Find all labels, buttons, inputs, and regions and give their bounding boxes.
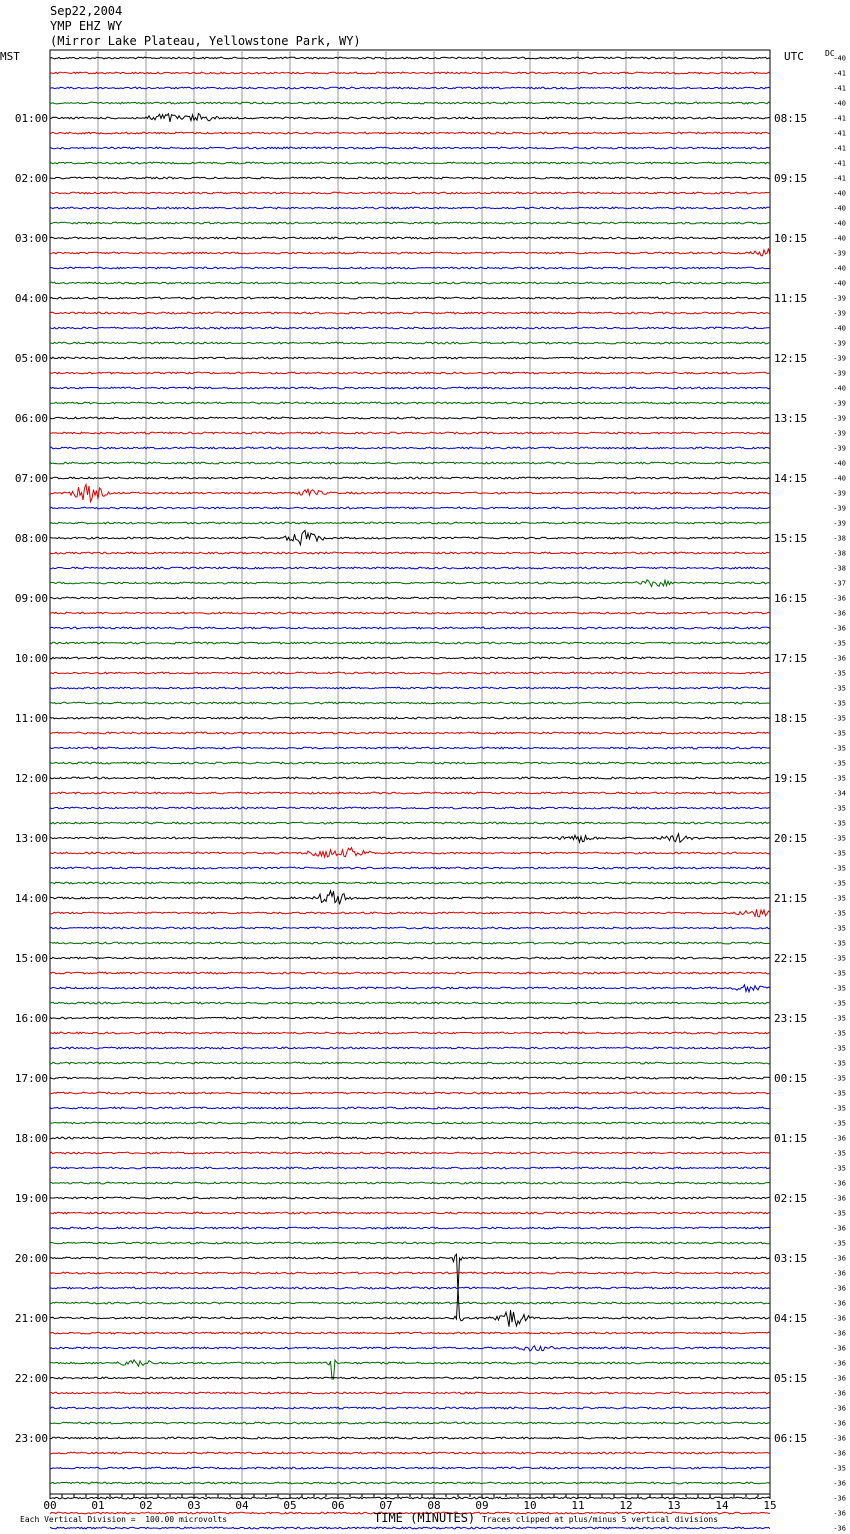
- dc-offset-label: -36: [833, 1524, 846, 1533]
- utc-hour-label: 17:15: [774, 652, 808, 665]
- seismic-trace: [50, 342, 770, 344]
- mst-hour-label: 13:00: [14, 832, 48, 845]
- seismic-trace: [50, 792, 770, 794]
- dc-offset-label: -40: [833, 234, 846, 243]
- seismic-trace: [50, 1227, 770, 1229]
- seismic-trace: [50, 807, 770, 809]
- dc-offset-label: -36: [833, 1449, 846, 1458]
- dc-offset-label: -35: [833, 684, 846, 693]
- dc-offset-label: -36: [833, 1254, 846, 1263]
- seismic-trace: [50, 985, 770, 992]
- dc-offset-label: -35: [833, 1074, 846, 1083]
- x-tick-label: 12: [619, 1499, 633, 1512]
- mst-hour-label: 22:00: [14, 1372, 48, 1385]
- seismic-trace: [50, 1272, 770, 1274]
- dc-offset-label: -36: [833, 1224, 846, 1233]
- seismic-trace: [50, 927, 770, 929]
- seismic-trace: [50, 909, 770, 916]
- mst-hour-label: 19:00: [14, 1192, 48, 1205]
- dc-offset-label: -40: [833, 219, 846, 228]
- dc-offset-label: -35: [833, 909, 846, 918]
- dc-offset-label: -36: [833, 1329, 846, 1338]
- seismic-trace: [50, 747, 770, 749]
- seismic-trace: [50, 1122, 770, 1124]
- seismic-trace: [50, 1346, 770, 1351]
- seismic-trace: [50, 1107, 770, 1109]
- seismic-trace: [50, 1092, 770, 1094]
- dc-offset-label: -35: [833, 1119, 846, 1128]
- seismic-trace: [50, 327, 770, 329]
- dc-offset-label: -35: [833, 1464, 846, 1473]
- dc-offset-label: -36: [833, 1494, 846, 1503]
- utc-hour-label: 08:15: [774, 112, 808, 125]
- dc-offset-label: -35: [833, 1089, 846, 1098]
- dc-offset-label: -35: [833, 969, 846, 978]
- seismic-trace: [50, 597, 770, 599]
- x-tick-label: 10: [523, 1499, 537, 1512]
- seismic-trace: [50, 1242, 770, 1244]
- dc-offset-label: -40: [833, 204, 846, 213]
- dc-offset-label: -39: [833, 294, 846, 303]
- dc-offset-label: -41: [833, 84, 846, 93]
- dc-offset-label: -36: [833, 594, 846, 603]
- dc-offset-label: -39: [833, 489, 846, 498]
- dc-offset-label: -35: [833, 834, 846, 843]
- utc-hour-label: 06:15: [774, 1432, 808, 1445]
- dc-offset-label: -35: [833, 1029, 846, 1038]
- x-tick-label: 06: [331, 1499, 345, 1512]
- x-axis-title: TIME (MINUTES): [374, 1511, 476, 1525]
- seismic-trace: [50, 237, 770, 239]
- dc-offset-label: -39: [833, 399, 846, 408]
- seismic-trace: [50, 1422, 770, 1424]
- seismic-trace: [50, 1017, 770, 1019]
- seismic-trace: [50, 387, 770, 389]
- seismic-trace: [50, 87, 770, 89]
- dc-offset-label: -36: [833, 1284, 846, 1293]
- dc-offset-label: -35: [833, 894, 846, 903]
- seismic-trace: [50, 114, 770, 122]
- mst-hour-label: 16:00: [14, 1012, 48, 1025]
- seismic-trace: [50, 207, 770, 209]
- seismic-trace: [50, 1002, 770, 1004]
- dc-offset-label: -39: [833, 369, 846, 378]
- seismic-trace: [50, 891, 770, 905]
- dc-offset-label: -40: [833, 99, 846, 108]
- dc-offset-label: -35: [833, 804, 846, 813]
- utc-hour-label: 16:15: [774, 592, 808, 605]
- dc-offset-label: -36: [833, 654, 846, 663]
- seismic-trace: [50, 1062, 770, 1064]
- dc-offset-label: -39: [833, 504, 846, 513]
- dc-offset-label: -39: [833, 309, 846, 318]
- seismic-trace: [50, 192, 770, 194]
- mst-hour-label: 20:00: [14, 1252, 48, 1265]
- seismic-trace: [50, 297, 770, 299]
- dc-offset-label: -38: [833, 549, 846, 558]
- seismic-trace: [50, 1302, 770, 1304]
- seismic-trace: [50, 687, 770, 689]
- seismic-trace: [50, 72, 770, 74]
- dc-offset-label: -36: [833, 1374, 846, 1383]
- dc-offset-label: -35: [833, 819, 846, 828]
- seismic-trace: [50, 222, 770, 224]
- dc-offset-label: -35: [833, 1044, 846, 1053]
- seismic-trace: [50, 1077, 770, 1079]
- seismic-trace: [50, 267, 770, 269]
- utc-hour-label: 01:15: [774, 1132, 808, 1145]
- dc-offset-label: -35: [833, 1104, 846, 1113]
- utc-hour-label: 04:15: [774, 1312, 808, 1325]
- dc-offset-label: -35: [833, 924, 846, 933]
- seismic-trace: [50, 1452, 770, 1454]
- dc-offset-label: -36: [833, 609, 846, 618]
- clip-note: Traces clipped at plus/minus 5 vertical divisions: [482, 1515, 719, 1524]
- dc-offset-label: -35: [833, 1209, 846, 1218]
- seismic-trace: [50, 882, 770, 884]
- seismic-trace: [50, 57, 770, 59]
- dc-offset-label: -35: [833, 879, 846, 888]
- mst-hour-label: 01:00: [14, 112, 48, 125]
- dc-offset-label: -35: [833, 939, 846, 948]
- seismic-trace: [50, 717, 770, 719]
- dc-offset-label: -39: [833, 519, 846, 528]
- seismic-trace: [50, 777, 770, 779]
- seismic-trace: [50, 1437, 770, 1439]
- utc-hour-label: 09:15: [774, 172, 808, 185]
- dc-offset-label: -41: [833, 69, 846, 78]
- seismic-trace: [50, 732, 770, 734]
- x-tick-label: 13: [667, 1499, 681, 1512]
- seismic-trace: [50, 1392, 770, 1394]
- dc-offset-label: -35: [833, 864, 846, 873]
- chart-labels: [15, 55, 846, 1534]
- dc-offset-label: -38: [833, 564, 846, 573]
- dc-offset-label: -36: [833, 1419, 846, 1428]
- seismic-trace: [50, 1482, 770, 1484]
- scale-note: Each Vertical Division = 100.00 microvolts: [20, 1515, 228, 1524]
- dc-offset-label: -36: [833, 1179, 846, 1188]
- seismic-trace: [50, 507, 770, 509]
- utc-hour-label: 20:15: [774, 832, 808, 845]
- utc-axis-label: UTC: [784, 50, 804, 63]
- seismic-trace: [50, 432, 770, 434]
- utc-hour-label: 14:15: [774, 472, 808, 485]
- header-station: YMP EHZ WY: [50, 19, 123, 33]
- seismic-trace: [50, 848, 770, 858]
- dc-offset-label: -40: [833, 324, 846, 333]
- seismic-trace: [50, 312, 770, 314]
- dc-offset-label: -40: [833, 474, 846, 483]
- dc-offset-label: -35: [833, 729, 846, 738]
- seismic-trace: [50, 672, 770, 674]
- header-location: (Mirror Lake Plateau, Yellowstone Park, WY): [50, 34, 361, 48]
- x-tick-label: 01: [91, 1499, 105, 1512]
- dc-offset-label: -40: [833, 189, 846, 198]
- x-tick-label: 05: [283, 1499, 297, 1512]
- dc-offset-label: -35: [833, 759, 846, 768]
- utc-hour-label: 02:15: [774, 1192, 808, 1205]
- mst-hour-label: 04:00: [14, 292, 48, 305]
- seismic-trace: [50, 177, 770, 179]
- mst-hour-label: 07:00: [14, 472, 48, 485]
- dc-offset-label: -41: [833, 174, 846, 183]
- dc-offset-label: -35: [833, 774, 846, 783]
- dc-offset-label: -35: [833, 1149, 846, 1158]
- dc-offset-label: -41: [833, 144, 846, 153]
- seismic-trace: [50, 834, 770, 843]
- seismic-trace: [50, 957, 770, 959]
- seismic-trace: [50, 477, 770, 479]
- seismic-trace: [50, 942, 770, 944]
- seismic-trace: [50, 1047, 770, 1049]
- dc-offset-label: -36: [833, 1509, 846, 1518]
- chart-traces: [50, 57, 770, 1534]
- utc-hour-label: 12:15: [774, 352, 808, 365]
- utc-hour-label: 19:15: [774, 772, 808, 785]
- seismic-trace: [50, 552, 770, 554]
- seismic-trace: [50, 642, 770, 644]
- seismic-trace: [50, 612, 770, 614]
- dc-offset-label: -41: [833, 114, 846, 123]
- dc-offset-label: -36: [833, 1479, 846, 1488]
- utc-hour-label: 21:15: [774, 892, 808, 905]
- dc-offset-label: -40: [833, 459, 846, 468]
- seismic-trace: [50, 417, 770, 419]
- x-tick-label: 15: [763, 1499, 777, 1512]
- seismic-trace: [50, 1497, 770, 1499]
- mst-hour-label: 05:00: [14, 352, 48, 365]
- dc-offset-label: -35: [833, 999, 846, 1008]
- dc-offset-label: -40: [833, 384, 846, 393]
- seismic-trace: [50, 372, 770, 374]
- dc-offset-label: -36: [833, 1359, 846, 1368]
- dc-offset-label: -35: [833, 954, 846, 963]
- utc-hour-label: 10:15: [774, 232, 808, 245]
- mst-axis-label: MST: [0, 50, 20, 63]
- dc-offset-label: -35: [833, 849, 846, 858]
- x-tick-label: 04: [235, 1499, 249, 1512]
- seismic-trace: [50, 1152, 770, 1154]
- mst-hour-label: 10:00: [14, 652, 48, 665]
- seismic-trace: [50, 1360, 770, 1379]
- dc-offset-label: -35: [833, 714, 846, 723]
- seismic-trace: [50, 1467, 770, 1469]
- dc-offset-label: -39: [833, 249, 846, 258]
- seismic-trace: [50, 102, 770, 104]
- dc-label: DC: [825, 49, 835, 58]
- dc-offset-label: -36: [833, 624, 846, 633]
- seismic-trace: [50, 567, 770, 569]
- dc-offset-label: -36: [833, 1434, 846, 1443]
- dc-offset-label: -35: [833, 1164, 846, 1173]
- dc-offset-label: -40: [833, 54, 846, 63]
- dc-offset-label: -39: [833, 339, 846, 348]
- seismic-trace: [50, 1377, 770, 1379]
- seismic-trace: [50, 282, 770, 284]
- mst-hour-label: 03:00: [14, 232, 48, 245]
- mst-hour-label: 17:00: [14, 1072, 48, 1085]
- seismic-trace: [50, 702, 770, 704]
- seismic-trace: [50, 822, 770, 824]
- dc-offset-label: -36: [833, 1404, 846, 1413]
- dc-offset-label: -41: [833, 159, 846, 168]
- seismic-trace: [50, 762, 770, 764]
- seismic-trace: [50, 1527, 770, 1529]
- dc-offset-label: -34: [833, 789, 846, 798]
- seismic-trace: [50, 867, 770, 869]
- mst-hour-label: 23:00: [14, 1432, 48, 1445]
- seismic-trace: [50, 1212, 770, 1214]
- dc-offset-label: -36: [833, 1134, 846, 1143]
- utc-hour-label: 23:15: [774, 1012, 808, 1025]
- utc-hour-label: 15:15: [774, 532, 808, 545]
- header-date: Sep22,2004: [50, 4, 123, 18]
- seismic-trace: [50, 147, 770, 149]
- mst-hour-label: 08:00: [14, 532, 48, 545]
- dc-offset-label: -40: [833, 279, 846, 288]
- dc-offset-label: -36: [833, 1299, 846, 1308]
- dc-offset-label: -36: [833, 1194, 846, 1203]
- seismic-trace: [50, 1407, 770, 1409]
- mst-hour-label: 15:00: [14, 952, 48, 965]
- dc-offset-label: -39: [833, 444, 846, 453]
- seismic-trace: [50, 1287, 770, 1289]
- seismic-trace: [50, 1167, 770, 1169]
- utc-hour-label: 03:15: [774, 1252, 808, 1265]
- mst-hour-label: 09:00: [14, 592, 48, 605]
- seismic-trace: [50, 530, 770, 544]
- seismic-trace: [50, 1032, 770, 1034]
- seismic-trace: [50, 627, 770, 629]
- x-axis: [43, 1494, 776, 1512]
- x-tick-label: 09: [475, 1499, 489, 1512]
- seismic-trace: [50, 162, 770, 164]
- seismic-trace: [50, 1288, 770, 1327]
- mst-hour-label: 18:00: [14, 1132, 48, 1145]
- dc-offset-label: -35: [833, 1059, 846, 1068]
- dc-offset-label: -40: [833, 264, 846, 273]
- dc-offset-label: -35: [833, 1014, 846, 1023]
- mst-hour-label: 14:00: [14, 892, 48, 905]
- mst-hour-label: 02:00: [14, 172, 48, 185]
- dc-offset-label: -35: [833, 984, 846, 993]
- utc-hour-label: 05:15: [774, 1372, 808, 1385]
- x-tick-label: 00: [43, 1499, 57, 1512]
- dc-offset-label: -36: [833, 1314, 846, 1323]
- seismic-trace: [50, 522, 770, 524]
- mst-hour-label: 11:00: [14, 712, 48, 725]
- mst-hour-label: 06:00: [14, 412, 48, 425]
- x-tick-label: 14: [715, 1499, 729, 1512]
- seismic-trace: [50, 132, 770, 134]
- seismic-trace: [50, 1332, 770, 1334]
- dc-offset-label: -39: [833, 354, 846, 363]
- dc-offset-label: -36: [833, 1389, 846, 1398]
- dc-offset-label: -35: [833, 639, 846, 648]
- dc-offset-label: -39: [833, 429, 846, 438]
- dc-offset-label: -41: [833, 129, 846, 138]
- dc-offset-label: -35: [833, 699, 846, 708]
- seismic-trace: [50, 402, 770, 404]
- seismic-trace: [50, 580, 770, 587]
- x-tick-label: 11: [571, 1499, 585, 1512]
- seismic-trace: [50, 1137, 770, 1139]
- utc-hour-label: 13:15: [774, 412, 808, 425]
- dc-offset-label: -36: [833, 1269, 846, 1278]
- utc-hour-label: 00:15: [774, 1072, 808, 1085]
- seismic-trace: [50, 447, 770, 449]
- dc-offset-label: -35: [833, 744, 846, 753]
- seismic-trace: [50, 484, 770, 501]
- x-tick-label: 07: [379, 1499, 393, 1512]
- x-tick-label: 02: [139, 1499, 153, 1512]
- utc-hour-label: 11:15: [774, 292, 808, 305]
- seismic-trace: [50, 1182, 770, 1184]
- dc-offset-label: -35: [833, 669, 846, 678]
- seismic-trace: [50, 657, 770, 659]
- x-tick-label: 08: [427, 1499, 441, 1512]
- dc-offset-label: -39: [833, 414, 846, 423]
- x-tick-label: 03: [187, 1499, 201, 1512]
- seismic-trace: [50, 972, 770, 974]
- mst-hour-label: 12:00: [14, 772, 48, 785]
- seismic-trace: [50, 462, 770, 464]
- dc-offset-label: -36: [833, 1344, 846, 1353]
- utc-hour-label: 22:15: [774, 952, 808, 965]
- seismic-trace: [50, 248, 770, 256]
- dc-offset-label: -37: [833, 579, 846, 588]
- dc-offset-label: -35: [833, 1239, 846, 1248]
- seismic-trace: [50, 357, 770, 359]
- seismic-trace: [50, 1197, 770, 1199]
- mst-hour-label: 21:00: [14, 1312, 48, 1325]
- utc-hour-label: 18:15: [774, 712, 808, 725]
- dc-offset-label: -38: [833, 534, 846, 543]
